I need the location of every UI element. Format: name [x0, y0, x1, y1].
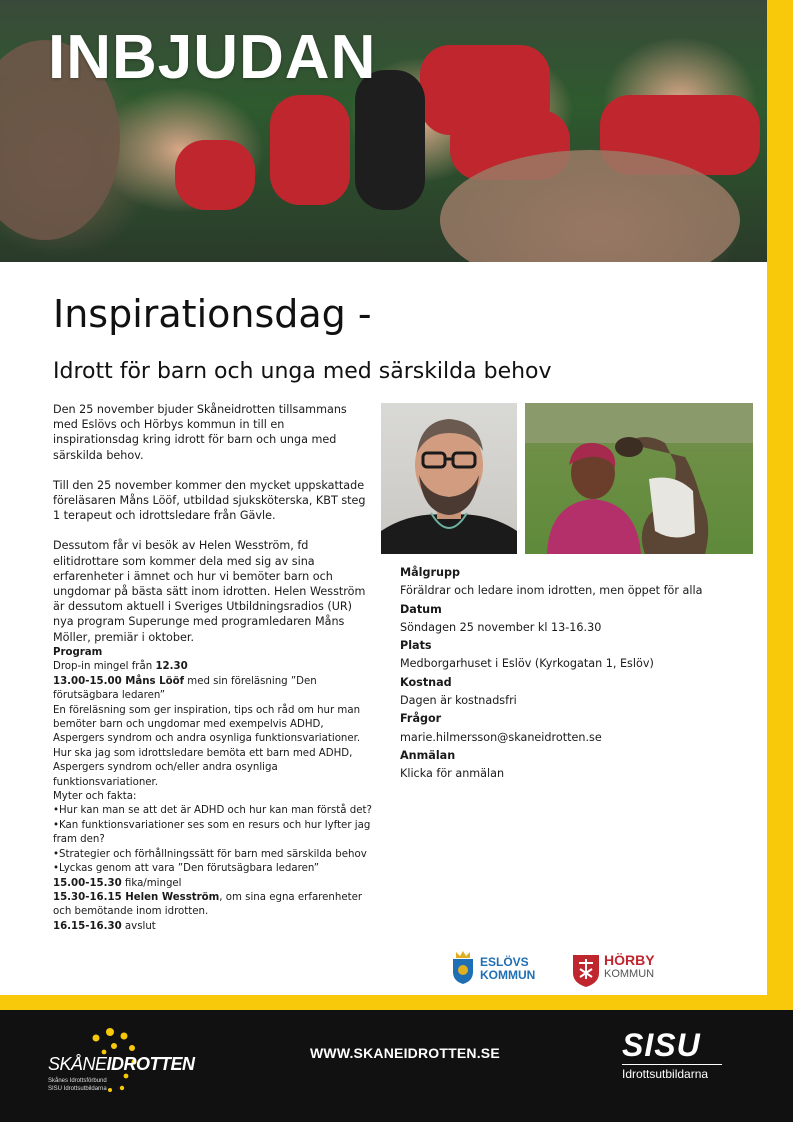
sisu-logo [622, 1028, 722, 1081]
event-info [400, 564, 760, 784]
horby-logo-line: HÖRBY [604, 952, 655, 968]
brand-part: SKÅNE [48, 1054, 107, 1074]
questions-label: Frågor [400, 712, 442, 726]
program-item [53, 877, 373, 891]
hero-title: INBJUDAN [48, 23, 377, 92]
program-bullet: •Hur kan man se att det är ADHD och hur kan man förstå det? [53, 805, 372, 817]
program-time: 16.15-16.30 [53, 920, 122, 932]
speaker-portrait-illustration [381, 403, 517, 554]
signup-label: Anmälan [400, 748, 456, 762]
program-time: 13.00-15.00 Måns Lööf [53, 675, 185, 687]
signup-link[interactable]: Klicka för anmälan [400, 767, 505, 781]
horby-logo-line: KOMMUN [604, 968, 655, 980]
website-link[interactable]: WWW.SKANEIDROTTEN.SE [310, 1045, 500, 1061]
horby-logo-text [604, 953, 655, 981]
program-item [53, 920, 373, 934]
program-description: Hur ska jag som idrottsledare bemöta ett barn med ADHD, Aspergers syndrom och/eller andra osynliga funktionsvariationer. [53, 747, 353, 788]
brand-sub-line: Skånes Idrottsförbund [48, 1078, 107, 1084]
program-item [53, 675, 373, 704]
eslov-logo-line: ESLÖVS [480, 955, 529, 969]
sisu-wordmark: SISU [622, 1027, 701, 1063]
intro-paragraph: Till den 25 november kommer den mycket uppskattade föreläsaren Måns Lööf, utbildad sjuksköterska, KBT steg 1 terapeut och idrottsledare från Gävle. [53, 478, 366, 523]
program-heading: Program [53, 647, 103, 658]
intro-text [53, 402, 373, 660]
jersey-shape [270, 95, 350, 205]
dog-photo [525, 403, 753, 554]
program-time: 15.00-15.30 [53, 877, 122, 889]
eslov-crest-icon [452, 950, 474, 984]
person-with-dog-illustration [525, 403, 753, 554]
brand-sub-line: SISU Idrottsutbildarna [48, 1086, 107, 1092]
skaneidrotten-subtext [48, 1077, 107, 1093]
target-label: Målgrupp [400, 566, 461, 579]
program-bullet: •Kan funktionsvariationer ses som en resurs och hur lyfter jag fram den? [53, 819, 371, 846]
program-text: Drop-in mingel från [53, 661, 156, 673]
skaneidrotten-logo [48, 1054, 195, 1075]
place-value: Medborgarhuset i Eslöv (Kyrkogatan 1, Eslöv) [400, 657, 654, 671]
program-bullet: •Strategier och förhållningssätt för barn med särskilda behov [53, 848, 367, 860]
hero-photo [0, 0, 767, 262]
program-time: 15.30-16.15 Helen Wesström [53, 891, 220, 903]
program-time: 12.30 [155, 661, 188, 673]
program-description: En föreläsning som ger inspiration, tips och råd om hur man bemöter barn och ungdomar med exempelvis ADHD, Aspergers syndrom och andra osynliga funktionsvariationer. [53, 704, 361, 745]
cost-value: Dagen är kostnadsfri [400, 694, 517, 708]
program-text: fika/mingel [121, 877, 182, 889]
eslov-logo-text [480, 956, 535, 982]
program-myths-heading: Myter och fakta: [53, 791, 137, 803]
date-label: Datum [400, 602, 442, 616]
program-text: , om sina egna erfarenheter och bemötande inom idrotten. [53, 891, 363, 918]
page-title: Inspirationsdag - [53, 292, 372, 336]
program-section [53, 646, 373, 934]
intro-paragraph: Dessutom får vi besök av Helen Wesström, fd elitidrottare som kommer dela med sig av sina erfarenheter i ämnet och hur vi bemöter barn och ungdomar på bästa sätt inom idrotten. Helen Wesström är dessutom aktuell i Sveriges Utbildningsradios (UR) nya program Superunge med programledaren Måns Möller, premiär i oktober. [53, 539, 366, 644]
contact-email-link[interactable]: marie.hilmersson@skaneidrotten.se [400, 730, 602, 744]
jersey-shape [175, 140, 255, 210]
cost-label: Kostnad [400, 675, 452, 689]
brand-part: IDROTTEN [106, 1054, 195, 1074]
yellow-side-band [767, 0, 793, 1122]
horby-crest-icon [572, 953, 600, 987]
sisu-subtext: Idrottsutbildarna [622, 1067, 709, 1081]
page-subtitle: Idrott för barn och unga med särskilda behov [53, 359, 552, 384]
intro-paragraph: Den 25 november bjuder Skåneidrotten tillsammans med Eslövs och Hörbys kommun in till en inspirationsdag kring idrott för barn och unga med särskilda behov. [53, 403, 347, 462]
target-value: Föräldrar och ledare inom idrotten, men öppet för alla [400, 584, 703, 598]
program-item [53, 660, 373, 674]
program-bullet: •Lyckas genom att vara ”Den förutsägbara ledaren” [53, 863, 320, 875]
eslov-logo-line: KOMMUN [480, 968, 536, 982]
date-value: Söndagen 25 november kl 13-16.30 [400, 620, 602, 634]
program-text: avslut [121, 920, 156, 932]
program-text: med sin föreläsning ”Den förutsägbara ledaren” [53, 675, 317, 702]
sisu-divider [622, 1064, 722, 1065]
speaker-photo [381, 403, 517, 554]
place-label: Plats [400, 639, 432, 653]
program-item [53, 891, 373, 920]
